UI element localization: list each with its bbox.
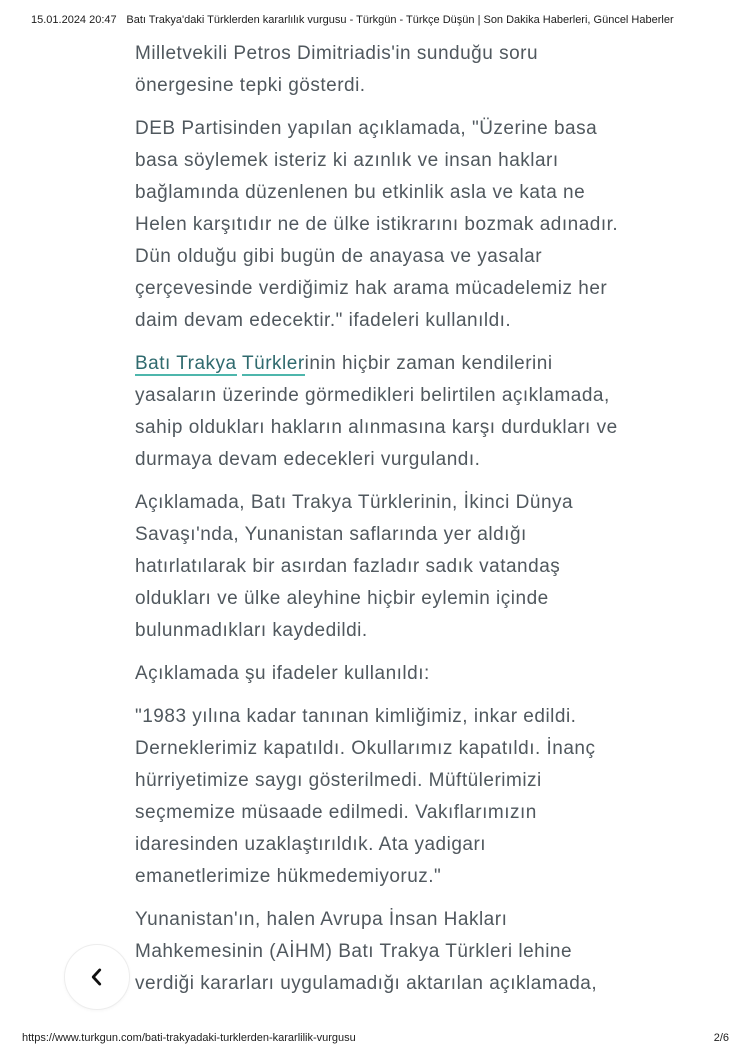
previous-page-button[interactable] xyxy=(64,944,130,1010)
article-paragraph: Açıklamada, Batı Trakya Türklerinin, İkinci Dünya Savaşı'nda, Yunanistan saflarında yer aldığı hatırlatılarak bir asırdan fazladır sadık vatandaş oldukları ve ülke aleyhine hiçbir eylemin içinde bulunmadıkları kaydedildi. xyxy=(135,492,574,641)
page-indicator: 2/6 xyxy=(713,1032,729,1044)
print-timestamp: 15.01.2024 20:47 xyxy=(31,14,117,26)
article-paragraph: Açıklamada şu ifadeler kullanıldı: xyxy=(135,663,430,684)
article-paragraph: Yunanistan'ın, halen Avrupa İnsan Hakları Mahkemesinin (AİHM) Batı Trakya Türkleri lehine verdiği kararları uygulamadığı aktarılan açıklamada, xyxy=(135,909,598,994)
print-footer xyxy=(0,1032,750,1046)
chevron-left-icon xyxy=(84,964,110,990)
article-paragraph xyxy=(135,348,627,476)
document-title: Batı Trakya'daki Türklerden kararlılık vurgusu - Türkgün - Türkçe Düşün | Son Dakika Haberleri, Güncel Haberler xyxy=(126,14,674,26)
link-bati-trakya[interactable]: Batı Trakya xyxy=(135,353,237,374)
article-paragraph: Milletvekili Petros Dimitriadis'in sunduğu soru önergesine tepki gösterdi. xyxy=(135,43,539,96)
article-paragraph: "1983 yılına kadar tanınan kimliğimiz, inkar edildi. Derneklerimiz kapatıldı. Okullarımız kapatıldı. İnanç hürriyetimize saygı gösterilmedi. Müftülerimizi seçmemize müsaade edilmedi. Vakıflarımızın idaresinden uzaklaştırıldık. Ata yadigarı emanetlerimize hükmedemiyoruz." xyxy=(135,706,596,887)
source-url: https://www.turkgun.com/bati-trakyadaki-turklerden-kararlilik-vurgusu xyxy=(22,1032,356,1044)
article-body xyxy=(135,38,627,1000)
print-header xyxy=(0,14,750,30)
link-turkler[interactable]: Türkler xyxy=(242,353,305,374)
paragraph-text: inin hiçbir zaman kendilerini yasaların üzerinde görmedikleri belirtilen açıklamada, sahip oldukları hakların alınmasına karşı durdukları ve durmaya devam edecekleri vurgulandı. xyxy=(135,353,618,470)
article-paragraph: DEB Partisinden yapılan açıklamada, "Üzerine basa basa söylemek isteriz ki azınlık ve insan hakları bağlamında düzenlenen bu etkinlik asla ve kata ne Helen karşıtıdır ne de ülke istikrarını bozmak adınadır. Dün olduğu gibi bugün de anayasa ve yasalar çerçevesinde verdiğimiz hak arama mücadelemiz her daim devam edecektir." ifadeleri kullanıldı. xyxy=(135,118,619,331)
